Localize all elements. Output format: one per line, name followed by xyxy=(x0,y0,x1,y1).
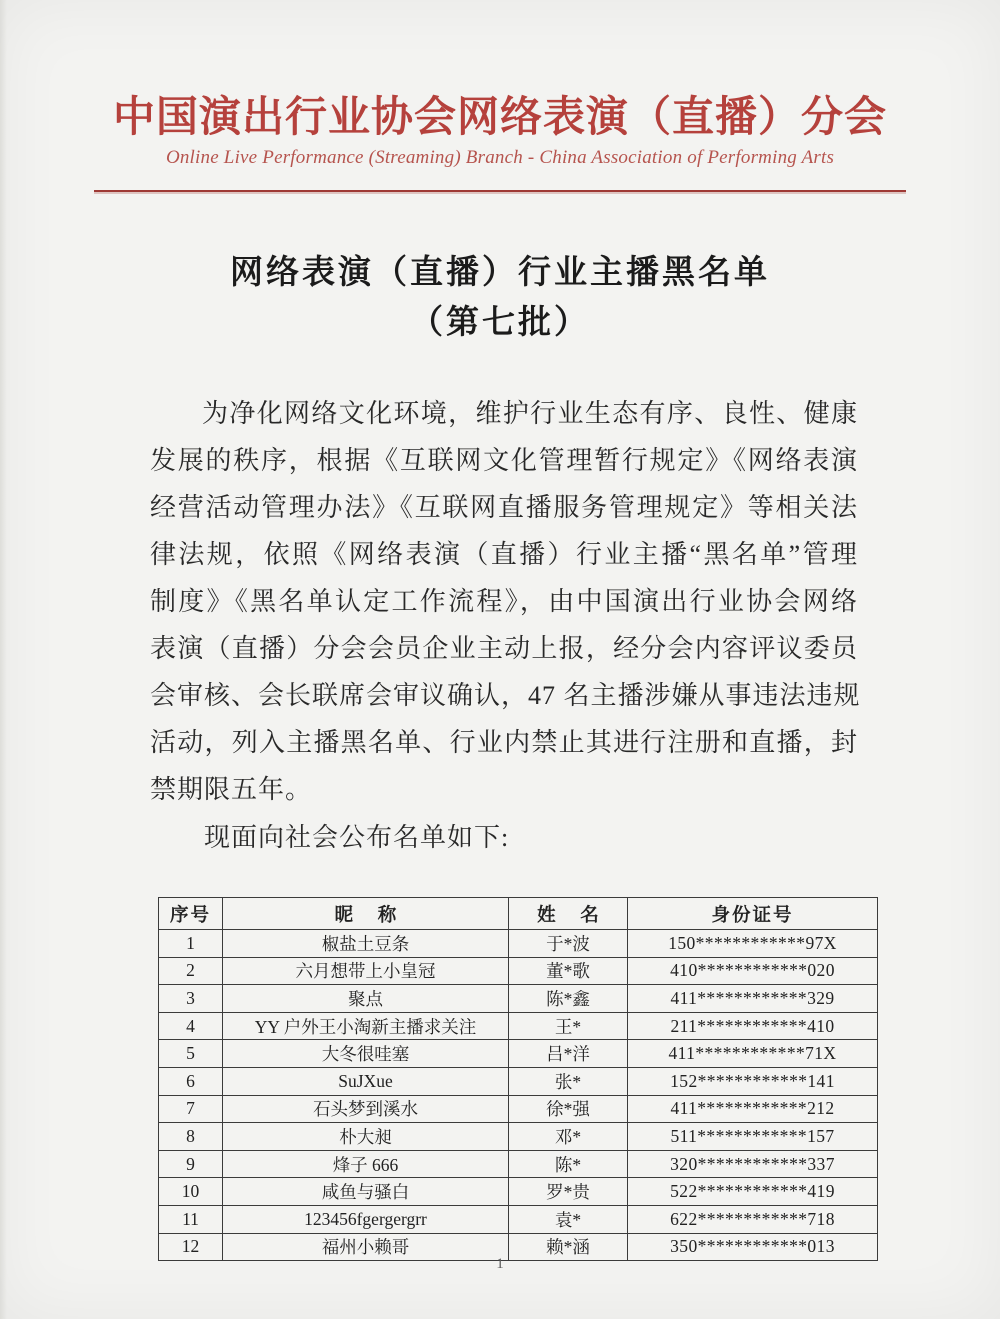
cell-id: 152************141 xyxy=(628,1067,878,1095)
cell-id: 211************410 xyxy=(628,1012,878,1040)
cell-no: 2 xyxy=(159,957,223,985)
cell-no: 4 xyxy=(159,1012,223,1040)
cell-id: 411************212 xyxy=(628,1095,878,1123)
cell-id: 522************419 xyxy=(628,1178,878,1206)
cell-id: 320************337 xyxy=(628,1150,878,1178)
cell-no: 3 xyxy=(159,985,223,1013)
paragraph-line: 制度》《黑名单认定工作流程》，由中国演出行业协会网络 xyxy=(150,587,858,616)
cell-id: 511************157 xyxy=(628,1123,878,1151)
cell-no: 8 xyxy=(159,1123,223,1151)
cell-name: 吕*洋 xyxy=(509,1040,628,1068)
table-row xyxy=(159,985,878,1013)
doc-title-line2: （第七批） xyxy=(410,305,590,341)
cell-no: 7 xyxy=(159,1095,223,1123)
table-header-row xyxy=(159,898,878,930)
table-row xyxy=(159,1150,878,1178)
table-row xyxy=(159,1067,878,1095)
cell-nickname: 大冬很哇塞 xyxy=(223,1040,509,1068)
column-header-nickname: 昵 称 xyxy=(223,898,509,930)
paragraph-line: 会审核、会长联席会审议确认，47 名主播涉嫌从事违法违规 xyxy=(150,681,861,710)
cell-name: 陈*鑫 xyxy=(509,985,628,1013)
header-divider xyxy=(94,190,906,192)
cell-nickname: 福州小赖哥 xyxy=(223,1233,509,1261)
cell-name: 徐*强 xyxy=(509,1095,628,1123)
cell-name: 于*波 xyxy=(509,930,628,958)
cell-no: 1 xyxy=(159,930,223,958)
cell-name: 袁* xyxy=(509,1205,628,1233)
body-paragraph xyxy=(150,390,861,813)
cell-id: 411************329 xyxy=(628,985,878,1013)
cell-nickname: 六月想带上小皇冠 xyxy=(223,957,509,985)
table-row xyxy=(159,957,878,985)
blacklist-table xyxy=(158,897,878,1261)
cell-no: 11 xyxy=(159,1205,223,1233)
cell-id: 411************71X xyxy=(628,1040,878,1068)
page-number: 1 xyxy=(496,1256,504,1272)
cell-name: 王* xyxy=(509,1012,628,1040)
cell-no: 5 xyxy=(159,1040,223,1068)
paragraph-line: 发展的秩序，根据《互联网文化管理暂行规定》《网络表演 xyxy=(150,446,858,475)
paragraph-line: 禁期限五年。 xyxy=(150,775,313,804)
cell-nickname: 聚点 xyxy=(223,985,509,1013)
cell-id: 350************013 xyxy=(628,1233,878,1261)
cell-nickname: 烽子 666 xyxy=(223,1150,509,1178)
cell-no: 12 xyxy=(159,1233,223,1261)
cell-name: 董*歌 xyxy=(509,957,628,985)
cell-nickname: SuJXue xyxy=(223,1067,509,1095)
column-header-id: 身份证号 xyxy=(628,898,878,930)
table-row xyxy=(159,1040,878,1068)
cell-id: 622************718 xyxy=(628,1205,878,1233)
cell-name: 陈* xyxy=(509,1150,628,1178)
table-row xyxy=(159,1205,878,1233)
paragraph-line: 活动，列入主播黑名单、行业内禁止其进行注册和直播，封 xyxy=(150,728,858,757)
paragraph-line: 律法规，依照《网络表演（直播）行业主播“黑名单”管理 xyxy=(150,540,858,569)
table-row xyxy=(159,1095,878,1123)
cell-nickname: 椒盐土豆条 xyxy=(223,930,509,958)
cell-nickname: 朴大昶 xyxy=(223,1123,509,1151)
org-title-en: Online Live Performance (Streaming) Branch - China Association of Performing Arts xyxy=(165,147,835,168)
cell-name: 张* xyxy=(509,1067,628,1095)
cell-no: 6 xyxy=(159,1067,223,1095)
column-header-no: 序号 xyxy=(159,898,223,930)
paragraph-line: 表演（直播）分会会员企业主动上报，经分会内容评议委员 xyxy=(150,634,858,663)
paragraph-line: 为净化网络文化环境，维护行业生态有序、良性、健康 xyxy=(202,399,858,428)
table-row xyxy=(159,930,878,958)
cell-nickname: 石头梦到溪水 xyxy=(223,1095,509,1123)
cell-nickname: YY 户外王小淘新主播求关注 xyxy=(223,1012,509,1040)
cell-name: 邓* xyxy=(509,1123,628,1151)
cell-id: 410************020 xyxy=(628,957,878,985)
table-row xyxy=(159,1012,878,1040)
cell-name: 罗*贵 xyxy=(509,1178,628,1206)
cell-nickname: 咸鱼与骚白 xyxy=(223,1178,509,1206)
column-header-name: 姓 名 xyxy=(509,898,628,930)
cell-no: 9 xyxy=(159,1150,223,1178)
cell-id: 150************97X xyxy=(628,930,878,958)
table-row xyxy=(159,1123,878,1151)
cell-no: 10 xyxy=(159,1178,223,1206)
cell-name: 赖*涵 xyxy=(509,1233,628,1261)
cell-nickname: 123456fgergergrr xyxy=(223,1205,509,1233)
announce-line: 现面向社会公布名单如下: xyxy=(204,823,510,852)
org-title-cn: 中国演出行业协会网络表演（直播）分会 xyxy=(112,95,887,141)
doc-title-line1: 网络表演（直播）行业主播黑名单 xyxy=(230,255,770,291)
table-row xyxy=(159,1178,878,1206)
paragraph-line: 经营活动管理办法》《互联网直播服务管理规定》等相关法 xyxy=(150,493,858,522)
